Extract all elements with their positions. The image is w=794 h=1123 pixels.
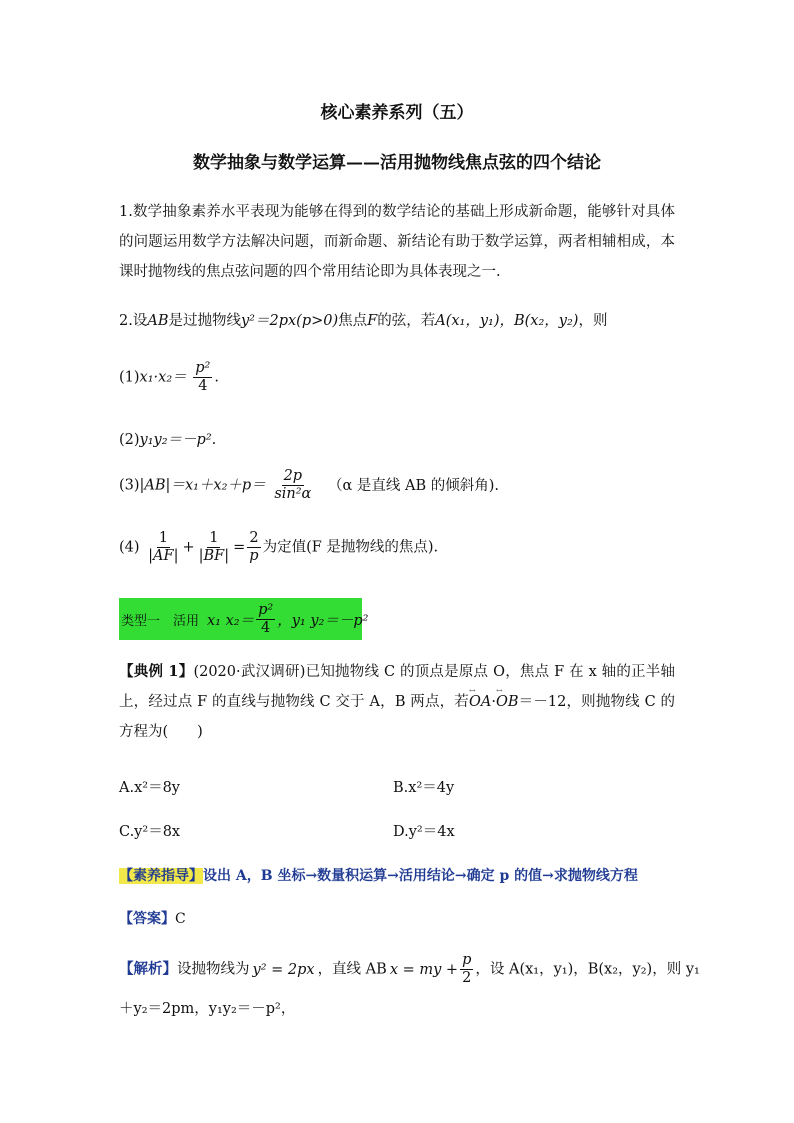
option-c: C.y²＝8x (119, 824, 181, 840)
c4-num-2: 1 (209, 530, 219, 546)
c3-note: （α 是直线 AB 的倾斜角). (327, 477, 499, 494)
guide-text: 设出 A，B 坐标→数量积运算→活用结论→确定 p 的值→求抛物线方程 (203, 868, 638, 884)
setup-f: F (367, 313, 378, 329)
c3-fraction (272, 468, 313, 503)
conclusion-1 (119, 360, 219, 395)
example-tag: 【典例 1】 (119, 663, 194, 680)
c3-label: (3) (119, 477, 140, 494)
c1-tail: . (214, 369, 219, 386)
answer-line (119, 908, 186, 928)
solution-text-2: ，直线 AB (317, 961, 387, 978)
solution-fraction (460, 952, 473, 987)
c1-label: (1) (119, 369, 140, 386)
example-text-1: 已知抛物线 C 的顶点是原点 O，焦点 F 在 x 轴的正半轴上，经过点 F 的直线与抛物线 C 交于 A，B 两点，若 (119, 664, 675, 710)
conclusion-2 (119, 428, 216, 449)
solution-line-1 (119, 952, 700, 987)
c4-plus: + (182, 539, 195, 556)
guide-tag: 【素养指导】 (119, 868, 203, 884)
type-banner-label: 类型一 活用 (121, 614, 200, 629)
setup-points: A(x₁，y₁)，B(x₂，y₂) (435, 313, 579, 329)
c2-expr: y₁y₂＝－p². (139, 432, 217, 448)
solution-den: 2 (462, 970, 472, 986)
option-d: D.y²＝4x (393, 824, 455, 840)
setup-ab: AB (147, 313, 169, 329)
type-banner (119, 598, 369, 640)
solution-text-1: 设抛物线为 (177, 961, 250, 978)
c3-lhs: |AB|＝x₁＋x₂＋p＝ (139, 477, 266, 494)
answer-value: C (175, 911, 186, 927)
c3-denominator: sin²α (274, 486, 312, 502)
solution-num: p (462, 952, 472, 968)
c4-fraction-1 (146, 530, 180, 565)
conclusion-4 (119, 530, 438, 565)
c4-den-3: p (249, 548, 259, 564)
solution-eq-2: x = my + (389, 961, 459, 978)
page-title: 核心素养系列（五） (320, 103, 474, 123)
guide-line (119, 865, 638, 885)
intro-paragraph: 1.数学抽象素养水平表现为能够在得到的数学结论的基础上形成新命题，能够针对具体的问题运用数学方法解决问题，而新命题、新结论有助于数学运算，两者相辅相成，本课时抛物线的焦点弦问题的四个常用结论即为具体表现之一. (119, 204, 675, 280)
answer-tag: 【答案】 (119, 911, 175, 927)
type-banner-num: p² (258, 601, 274, 618)
setup-text-2: 是过抛物线 (168, 313, 241, 329)
c2-label: (2) (119, 432, 140, 448)
solution-line-2: ＋y₂＝2pm，y₁y₂＝－p²， (119, 1001, 296, 1017)
page-subtitle: 数学抽象与数学运算——活用抛物线焦点弦的四个结论 (193, 153, 601, 173)
c4-tail: 为定值(F 是抛物线的焦点). (262, 539, 439, 556)
solution-eq-1: y² = 2px (252, 961, 315, 978)
type-banner-expr-2: ，y₁ y₂＝－p² (277, 612, 369, 629)
setup-text-3: 焦点 (338, 313, 368, 329)
type-banner-expr-1: x₁ x₂＝ (207, 612, 255, 629)
c4-den-1: |AF| (148, 548, 179, 564)
c4-num-3: 2 (249, 530, 259, 546)
conclusion-3 (119, 468, 499, 503)
dot-operator: · (491, 694, 496, 710)
c1-denominator: 4 (198, 378, 208, 394)
option-a: A.x²＝8y (119, 780, 180, 796)
setup-text-5: ，则 (578, 313, 608, 329)
c4-den-2: |BF| (198, 548, 230, 564)
solution-tag: 【解析】 (119, 960, 177, 978)
c4-num-1: 1 (158, 530, 168, 546)
option-b: B.x²＝4y (393, 780, 455, 796)
solution-text-3: ，设 A(x₁，y₁)，B(x₂，y₂)，则 y₁ (475, 961, 700, 978)
c4-fraction-3 (247, 530, 260, 565)
type-banner-den: 4 (261, 619, 271, 636)
example-source: (2020·武汉调研) (193, 664, 306, 680)
example-text-2: ＝－12，则抛物线 C 的方程为( ) (119, 694, 676, 740)
c1-numerator: p² (195, 360, 211, 376)
c4-label: (4) (119, 539, 140, 556)
setup-equation: y²＝2px(p>0) (240, 313, 339, 329)
setup-text-4: 的弦，若 (377, 313, 436, 329)
example-paragraph (119, 657, 675, 747)
vector-oa: ↔ OA (469, 687, 491, 717)
c3-numerator: 2p (283, 468, 303, 484)
vector-ob: ↔ OB (496, 687, 519, 717)
c1-fraction (193, 360, 212, 395)
type-banner-fraction (256, 602, 275, 637)
c4-fraction-2 (197, 530, 232, 565)
setup-text-1: 2.设 (119, 313, 148, 329)
setup-line (119, 309, 607, 330)
type-banner-formula (207, 600, 368, 638)
c4-equals: = (233, 539, 246, 556)
c1-lhs: x₁·x₂＝ (139, 369, 187, 386)
